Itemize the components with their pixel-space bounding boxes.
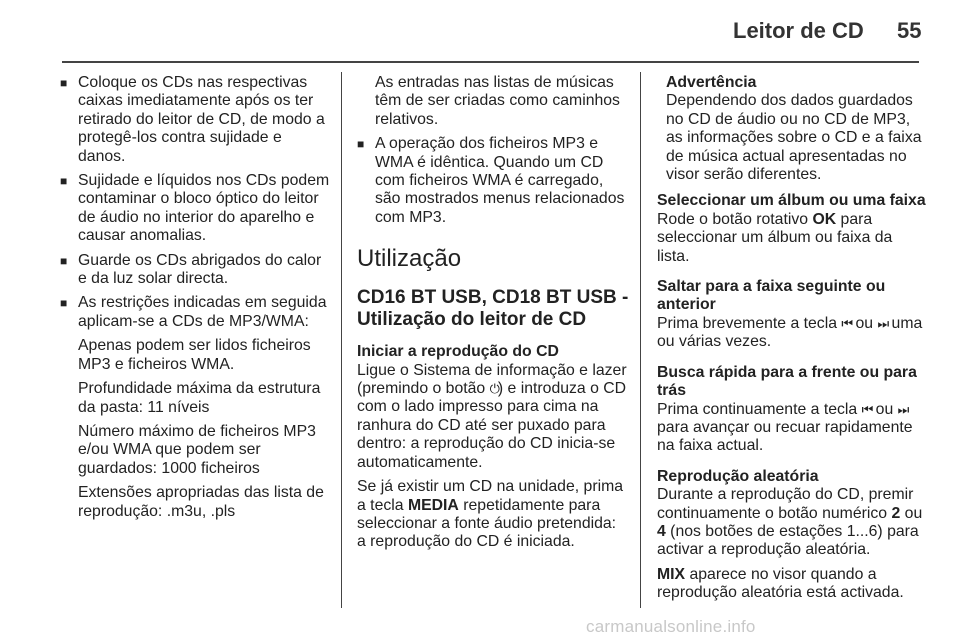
- sub-paragraph: As entradas nas listas de músicas têm de ser criadas como caminhos relativos.: [375, 74, 620, 128]
- warning-title: Advertência: [666, 74, 757, 91]
- header-rule: [62, 61, 919, 63]
- paragraph: Durante a reprodução do CD, premir continuamente o botão numérico 2 ou 4 (nos botões de estações 1...6) para activar a reprodução aleatória.: [657, 486, 923, 559]
- sub-paragraph: Profundidade máxima da estrutura da pasta: 11 níveis: [78, 380, 321, 416]
- page-number: 55: [897, 18, 922, 43]
- media-key-label: MEDIA: [407, 496, 459, 514]
- paragraph: Rode o botão rotativo OK para seleccionar um álbum ou faixa da lista.: [657, 210, 893, 265]
- paragraph: Se já existir um CD na unidade, prima a tecla MEDIA repetidamente para seleccionar a fonte áudio pretendida: a reprodução do CD é iniciada.: [357, 478, 624, 551]
- bullet-item: ■ Coloque os CDs nas respectivas caixas imediatamente após os ter retirado do leitor de CD, de modo a protegê-los contra sujidade e danos.: [60, 74, 330, 166]
- column-divider: [341, 72, 342, 608]
- sub-paragraph: Extensões apropriadas das lista de reprodução: .m3u, .pls: [78, 484, 324, 520]
- section-heading: Utilização: [357, 245, 462, 273]
- paragraph: MIX aparece no visor quando a reprodução aleatória está activada.: [657, 565, 904, 602]
- next-track-icon: ⏭: [877, 315, 888, 331]
- mix-label: MIX: [657, 565, 686, 583]
- key-2-label: 2: [891, 504, 901, 522]
- subsection-heading: CD16 BT USB, CD18 BT USB - Utilização do leitor de CD: [357, 287, 629, 331]
- warning-text: Dependendo dos dados guardados no CD de áudio ou no CD de MP3, as informações sobre o CD e a faixa de música actual apresentadas no visor serão diferentes.: [666, 92, 922, 184]
- topic-heading: Reprodução aleatória: [657, 467, 819, 485]
- previous-track-icon: ⏮: [841, 315, 852, 331]
- sub-paragraph: Apenas podem ser lidos ficheiros MP3 e ficheiros WMA.: [78, 337, 311, 373]
- paragraph: Prima brevemente a tecla ⏮ ou ⏭ uma ou várias vezes.: [657, 314, 923, 351]
- warning-note: [657, 74, 927, 184]
- paragraph: Prima continuamente a tecla ⏮ ou ⏭ para avançar ou recuar rapidamente na faixa actual.: [657, 400, 913, 455]
- sub-paragraph: Número máximo de ficheiros MP3 e/ou WMA que podem ser guardados: 1000 ficheiros: [78, 422, 316, 477]
- page-header-title: Leitor de CD: [733, 18, 864, 43]
- topic-heading: Saltar para a faixa seguinte ou anterior: [657, 278, 886, 314]
- topic-heading: Iniciar a reprodução do CD: [357, 343, 559, 361]
- column-divider: [640, 72, 641, 608]
- column-1: [60, 74, 330, 527]
- column-2: [357, 74, 629, 558]
- topic-heading: Busca rápida para a frente ou para trás: [657, 363, 917, 400]
- paragraph: Ligue o Sistema de informação e lazer (premindo o botão ⏻) e introduza o CD com o lado impresso para cima na ranhura do CD até ser puxado para dentro: a reprodução do CD inicia-se automaticamente.: [357, 361, 627, 471]
- topic-heading: Seleccionar um álbum ou uma faixa: [657, 192, 926, 210]
- bullet-item: ■ Guarde os CDs abrigados do calor e da luz solar directa.: [60, 252, 330, 289]
- next-track-icon: ⏭: [897, 401, 908, 417]
- ok-key-label: OK: [812, 210, 837, 228]
- previous-track-icon: ⏮: [861, 401, 872, 417]
- power-icon: ⏻: [489, 381, 498, 397]
- column-3: [657, 74, 927, 609]
- bullet-item: ■ Sujidade e líquidos nos CDs podem contaminar o bloco óptico do leitor de áudio no interior do aparelho e causar anomalias.: [60, 172, 330, 246]
- bullet-item: ■ As restrições indicadas em seguida aplicam-se a CDs de MP3/WMA:: [60, 294, 330, 331]
- watermark: carmanualsonline.info: [586, 617, 756, 636]
- key-4-label: 4: [657, 522, 666, 540]
- bullet-item: ■ A operação dos ficheiros MP3 e WMA é idêntica. Quando um CD com ficheiros WMA é carregado, são mostrados menus relacionados com MP3.: [357, 135, 629, 227]
